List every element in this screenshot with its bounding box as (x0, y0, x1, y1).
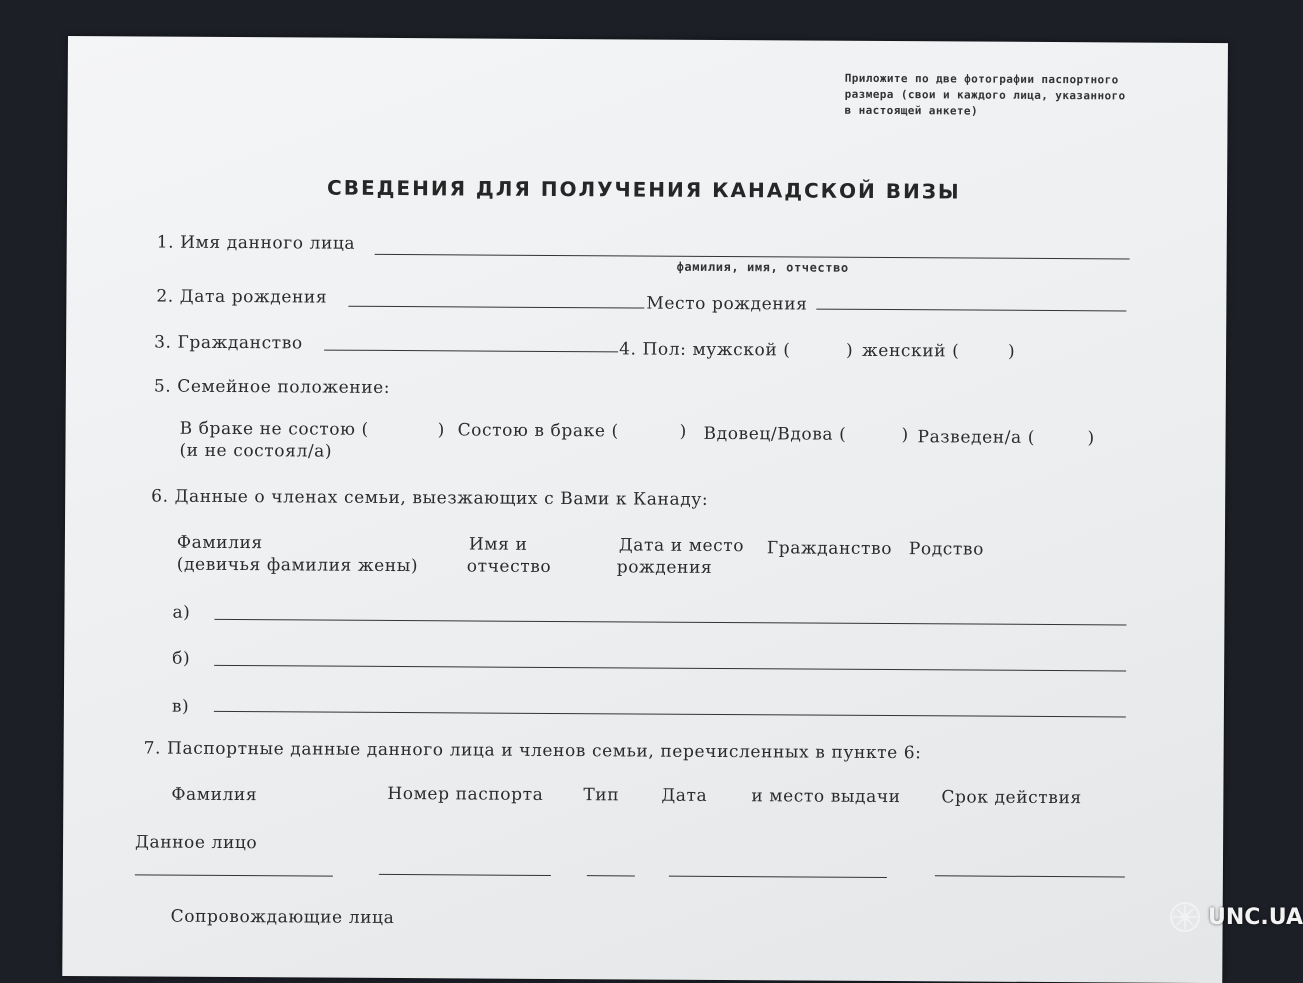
q5-opt4-close: ) (1087, 428, 1095, 449)
q1-label: 1. Имя данного лица (156, 232, 356, 254)
q2-label: 2. Дата рождения (156, 286, 328, 308)
q5-label: 5. Семейное положение: (153, 376, 391, 398)
q4-female-close: ) (1008, 341, 1016, 362)
q6-col-relation: Родство (908, 539, 985, 560)
q5-opt1-close: ) (437, 420, 445, 441)
q3-citizenship-line[interactable] (324, 350, 618, 353)
q6-row-c-line[interactable] (214, 711, 1126, 718)
q1-name-line[interactable] (375, 254, 1130, 260)
q6-row-b-line[interactable] (214, 665, 1126, 672)
ornament-icon (1168, 900, 1202, 934)
q7-applicant-type-line[interactable] (587, 875, 635, 876)
q5-opt1-line1: В браке не состою ( (179, 418, 369, 440)
q4-male-close: ) (846, 340, 854, 361)
q5-opt2-close: ) (679, 421, 687, 442)
q6-row-a-line[interactable] (214, 619, 1126, 626)
q7-col-passport: Номер паспорта (387, 783, 544, 805)
form-sheet (62, 36, 1228, 983)
q2-birthdate-line[interactable] (348, 306, 644, 309)
q7-applicant-passport-line[interactable] (379, 874, 551, 876)
q7-applicant-label: Данное лицо (135, 832, 258, 854)
q7-companions-label: Сопровождающие лица (170, 906, 395, 929)
q7-col-date: Дата (661, 785, 708, 806)
q7-col-type: Тип (583, 785, 620, 806)
form-title: СВЕДЕНИЯ ДЛЯ ПОЛУЧЕНИЯ КАНАДСКОЙ ВИЗЫ (327, 175, 961, 204)
site-watermark (1168, 900, 1303, 934)
q6-col-name-2: отчество (466, 556, 552, 577)
q2-place-label: Место рождения (646, 293, 808, 315)
q6-row-c-label: в) (171, 696, 190, 717)
q6-row-b-label: б) (172, 648, 191, 669)
q6-col-surname: Фамилия (176, 532, 263, 554)
q5-opt4: Разведен/а ( (917, 427, 1036, 448)
q7-col-validity: Срок действия (941, 787, 1082, 809)
q4-male-checkbox[interactable] (796, 340, 836, 360)
q5-opt1-line2: (и не состоял/а) (179, 440, 333, 462)
q5-opt2: Состою в браке ( (457, 420, 619, 442)
photo-note: Приложите по две фотографии паспортного размера (свои и каждого лица, указанного в настоящей анкете) (844, 71, 1126, 118)
q5-opt3: Вдовец/Вдова ( (703, 423, 847, 445)
q6-col-name: Имя и (468, 534, 528, 555)
q4-label: 4. Пол: мужской ( (619, 339, 791, 361)
q6-label: 6. Данные о членах семьи, выезжающих с Вами к Канаду: (151, 486, 709, 510)
q7-applicant-issue-line[interactable] (669, 876, 887, 878)
watermark-text: UNC.UA (1208, 904, 1303, 930)
q6-col-citizenship: Гражданство (766, 538, 893, 560)
q7-applicant-validity-line[interactable] (935, 875, 1125, 877)
q7-col-place: и место выдачи (751, 786, 901, 808)
q2-birthplace-line[interactable] (816, 309, 1126, 312)
q6-col-birth: Дата и место (618, 535, 745, 557)
q3-label: 3. Гражданство (154, 332, 303, 354)
q6-col-surname-note: (девичья фамилия жены) (176, 554, 419, 577)
q7-applicant-surname-line[interactable] (135, 874, 333, 876)
q1-hint: фамилия, имя, отчество (676, 259, 849, 275)
q6-row-a-label: а) (172, 602, 191, 623)
q7-col-surname: Фамилия (171, 784, 258, 806)
q6-col-birth-2: рождения (616, 557, 713, 578)
q4-female-label: женский ( (862, 340, 960, 362)
q4-female-checkbox[interactable] (962, 341, 1002, 361)
q7-label: 7. Паспортные данные данного лица и членов семьи, перечисленных в пункте 6: (143, 738, 922, 764)
q5-opt3-close: ) (901, 425, 909, 446)
